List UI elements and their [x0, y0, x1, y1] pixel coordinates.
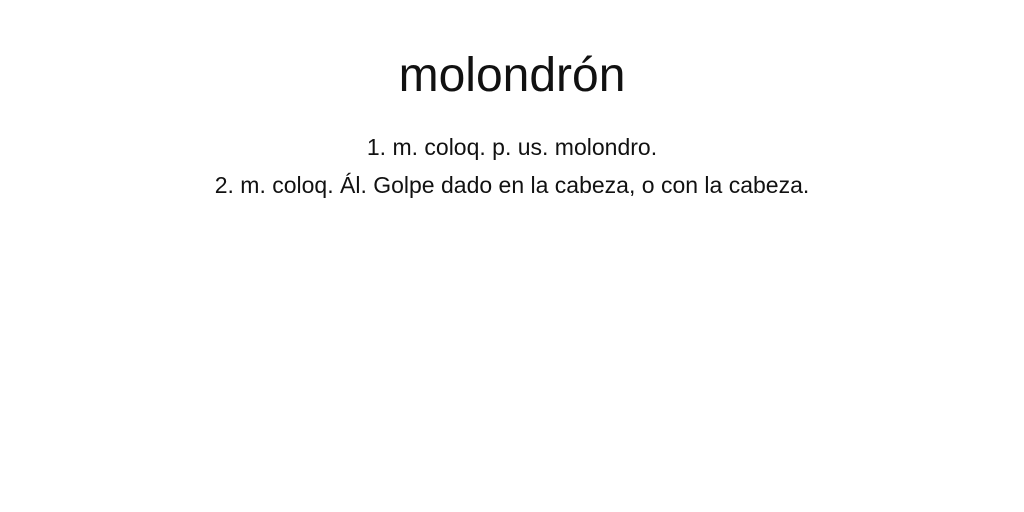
definition-item: 2. m. coloq. Ál. Golpe dado en la cabeza, o con la cabeza.	[214, 172, 810, 198]
entry-headword: molondrón	[398, 49, 626, 102]
definition-item: 1. m. coloq. p. us. molondro.	[366, 134, 658, 160]
definition-list	[0, 128, 1024, 204]
